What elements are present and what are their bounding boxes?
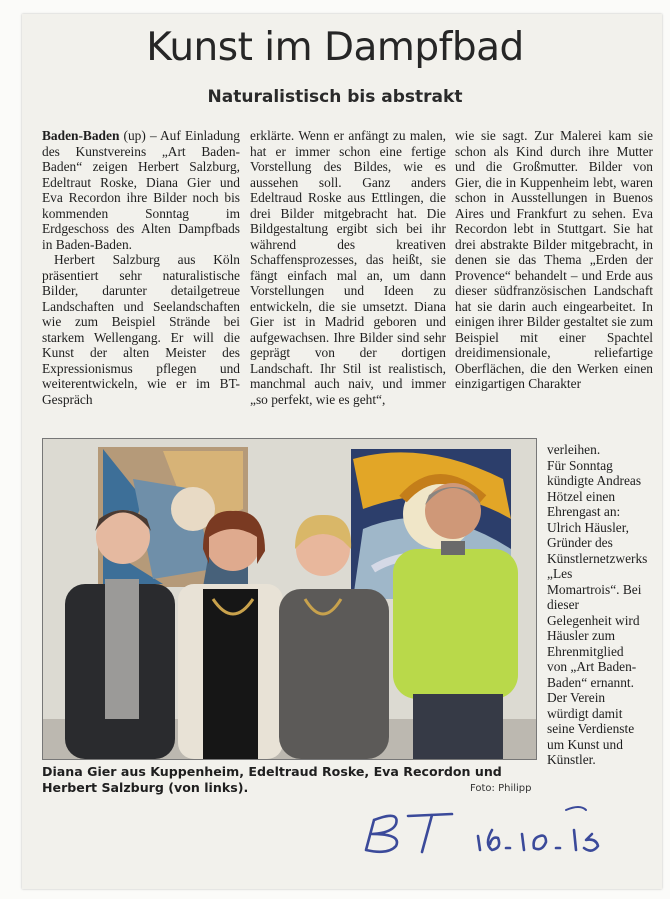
paragraph-text: (up) – Auf Einladung des Kunstvereins „Art Baden-Baden“ zeigen Herbert Salzburg, Edeltraut Roske, Diana Gier und Eva Recordon ihre Bilder noch bis kommenden Sonntag im Erdgeschoss des Alten Dampfbads in Baden-Baden. <box>42 128 240 252</box>
article-paragraph: Herbert Salzburg aus Köln präsentiert sehr naturalistische Bilder, darunter detailgetreue Landschaften und Seelandschaften wie zum Beispiel Strände bei starkem Wellengang. Er will die Kunst der alten Meister des Expressionismus pflegen und weiterentwickeln, wie er im BT-Gespräch <box>42 252 240 407</box>
article-paragraph: Für Sonntag kündigte Andreas Hötzel einen Ehrengast an: Ulrich Häusler, Gründer des Künstlernetzwerks „Les Momartrois“. Bei dieser Gelegenheit wird Häusler zum Ehrenmitglied von „Art Baden-Baden“ ernannt. Der Verein würdigt damit seine Verdienste um Kunst und Künstler. <box>547 457 648 767</box>
article-column-4 <box>547 442 648 768</box>
article-column-3 <box>455 128 653 392</box>
article-column-2 <box>250 128 446 407</box>
article-paragraph: verleihen. <box>547 442 601 457</box>
article-lead-paragraph <box>42 128 240 252</box>
photo-caption: Diana Gier aus Kuppenheim, Edeltraud Roske, Eva Recordon und Herbert Salzburg (von links). <box>42 764 502 795</box>
article-column-1 <box>42 128 240 407</box>
article-subheadline: Naturalistisch bis abstrakt <box>207 87 463 107</box>
handwritten-date-annotation <box>360 800 650 870</box>
article-paragraph: erklärte. Wenn er anfängt zu malen, hat er immer schon eine fertige Vorstellung des Bildes, wie es aussehen soll. Ganz anders Edeltraud Roske aus Ettlingen, die drei Bilder mitgebracht hat. Die Bildgestaltung ergibt sich bei ihr während des kreativen Schaffensprozesses, das heißt, sie fängt einfach mal an, um dann Vorstellungen und Ideen zu entwickeln, die sie umsetzt. Diana Gier ist in Madrid geboren und aufgewachsen. Ihre Bilder sind sehr geprägt von der dortigen Landschaft. Ihr Stil ist realistisch, manchmal auch naiv, und immer „so perfekt, wie es geht“, <box>250 128 446 407</box>
article-photo <box>42 438 537 760</box>
article-paragraph: wie sie sagt. Zur Malerei kam sie schon als Kind durch ihre Mutter und die Großmutter. Bilder von Gier, die in Kuppenheim lebt, waren schon in Ausstellungen in Buenos Aires und Frankfurt zu sehen. Eva Recordon lebt in Stuttgart. Sie hat drei abstrakte Bilder mitgebracht, in denen sie das Thema „Erden der Provence“ behandelt – und Erde aus dieser südfranzösischen Landschaft hat sie darin auch eingearbeitet. In einigen ihrer Bilder gestaltet sie zum Beispiel mit einer Spachtel dreidimensionale, reliefartige Oberflächen, die den Werken einen einzigartigen Charakter <box>455 128 653 391</box>
article-headline: Kunst im Dampfbad <box>146 25 524 70</box>
photo-credit: Foto: Philipp <box>470 783 532 794</box>
dateline: Baden-Baden <box>42 128 120 143</box>
